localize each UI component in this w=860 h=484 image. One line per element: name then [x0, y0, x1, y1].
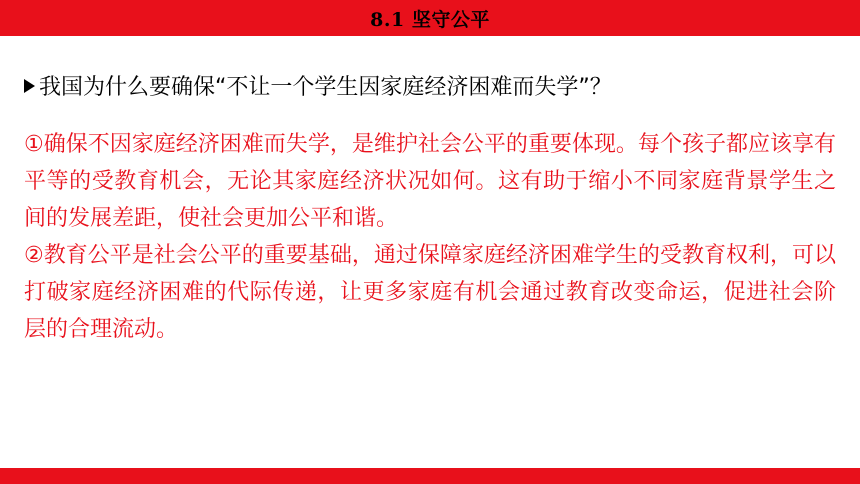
- question-text: 我国为什么要确保“不让一个学生因家庭经济困难而失学”？: [39, 75, 612, 100]
- answer-paragraph-2: ②教育公平是社会公平的重要基础，通过保障家庭经济困难学生的受教育权利，可以打破家庭经济困难的代际传递，让更多家庭有机会通过教育改变命运，促进社会阶层的合理流动。: [24, 243, 836, 342]
- footer-bar: [0, 468, 860, 484]
- answer-paragraph-1: ①确保不因家庭经济困难而失学，是维护社会公平的重要体现。每个孩子都应该享有平等的受教育机会，无论其家庭经济状况如何。这有助于缩小不同家庭背景学生之间的发展差距，使社会更加公平和谐。: [24, 132, 836, 231]
- question-line: [24, 68, 844, 108]
- arrow-bullet-icon: [24, 79, 35, 93]
- slide-title: 8.1 坚守公平: [370, 8, 490, 31]
- header-bar: [0, 0, 860, 36]
- answer-block: [24, 126, 836, 348]
